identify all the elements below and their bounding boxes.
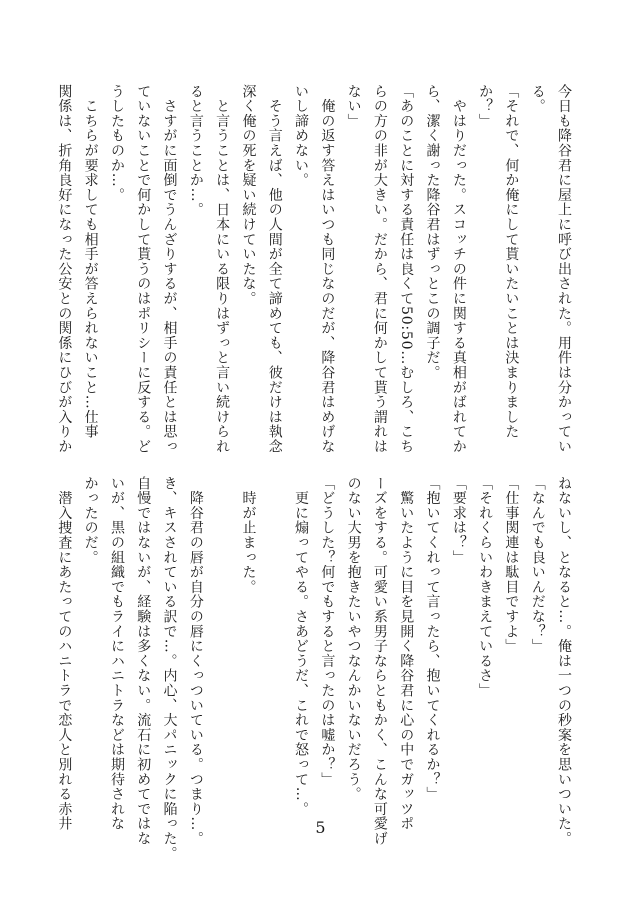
- text-column: 時が止まった。: [240, 476, 257, 595]
- text-column: ねないし、となると…。俺は一つの秒案を思いついた。: [556, 476, 572, 846]
- text-column: 「要求は？」: [450, 476, 467, 565]
- text-column: [209, 476, 235, 826]
- text-column: 「それで、何か俺にして貰いたいことは決まりました: [503, 84, 520, 440]
- text-column: かったのだ。: [82, 476, 99, 565]
- text-column: 潜入捜査にあたってのハニトラで恋人と別れる赤井: [56, 476, 73, 832]
- text-column: さすがに面倒でうんざりするが、相手の責任とは思っ: [161, 84, 178, 454]
- text-column: 自慢ではないが、経験は多くない。流石に初めてではな: [135, 476, 152, 846]
- text-column: ていないことで何かして貰うのはポリシーに反する。ど: [135, 84, 152, 454]
- text-column: ると言うことか…。: [187, 84, 204, 218]
- top-text-block: [17, 84, 577, 454]
- text-column: いが、黒の組織でもライにハニトラなどは期待されな: [108, 476, 125, 832]
- text-column: き、キスされている訳で…。内心、大パニックに陥った。: [161, 476, 178, 861]
- text-column: そう言えば、他の人間が全て諦めても、彼だけは執念: [266, 84, 283, 454]
- text-column: ない」: [345, 84, 362, 129]
- text-column: 関係は、折角良好になった公安との関係にひびが入りか: [56, 84, 73, 454]
- text-column: 「抱いてくれって言ったら、抱いてくれるか？」: [424, 476, 441, 802]
- bottom-text-block: [17, 476, 577, 861]
- text-column: 「どうした？何でもすると言ったのは嘘か？」: [319, 476, 336, 787]
- text-column: 俺の返す答えはいつも同じなのだが、降谷君はめげな: [319, 84, 336, 454]
- text-column: 驚いたように目を見開く降谷君に心の中でガッツポ: [398, 476, 415, 832]
- text-column: 深く俺の死を疑い続けていたな。: [240, 84, 257, 306]
- text-column: と言うことは、日本にいる限りはずっと言い続けられ: [214, 84, 231, 454]
- text-column: か？」: [477, 84, 494, 129]
- page-number: 5: [315, 818, 326, 837]
- text-column: 「あのことに対する責任は良くて50:50…むしろ、こち: [398, 84, 415, 454]
- text-column: 今日も降谷君に屋上に呼び出された。用件は分かってい: [556, 84, 572, 454]
- text-column: 「仕事関連は駄目ですよ」: [503, 476, 520, 654]
- text-column: ら、潔く謝った降谷君はずっとこの調子だ。: [424, 84, 441, 380]
- text-column: る。: [529, 84, 546, 114]
- text-column: こちらが要求しても相手が答えられないこと…仕事: [82, 84, 99, 440]
- text-column: ーズをする。可愛い系男子ならともかく、こんな可愛げ: [371, 476, 388, 846]
- text-column: いし諦めない。: [293, 84, 310, 188]
- text-column: 「それくらいわきまえているさ」: [477, 476, 494, 698]
- text-column: らの方の非が大きい。だから、君に何かして貰う謂れは: [371, 84, 388, 454]
- text-column: 更に煽ってやる。さあどうだ、これで怒って…。: [293, 476, 310, 817]
- text-column: やはりだった。スコッチの件に関する真相がばれてか: [450, 84, 467, 454]
- text-column: のない大男を抱きたいやつなんかいないだろう。: [345, 476, 362, 802]
- text-column: うしたものか…。: [108, 84, 125, 203]
- text-column: 「なんでも良いんだな？」: [529, 476, 546, 654]
- text-column: [261, 476, 287, 826]
- text-column: 降谷君の唇が自分の唇にくっついている。つまり…。: [187, 476, 204, 846]
